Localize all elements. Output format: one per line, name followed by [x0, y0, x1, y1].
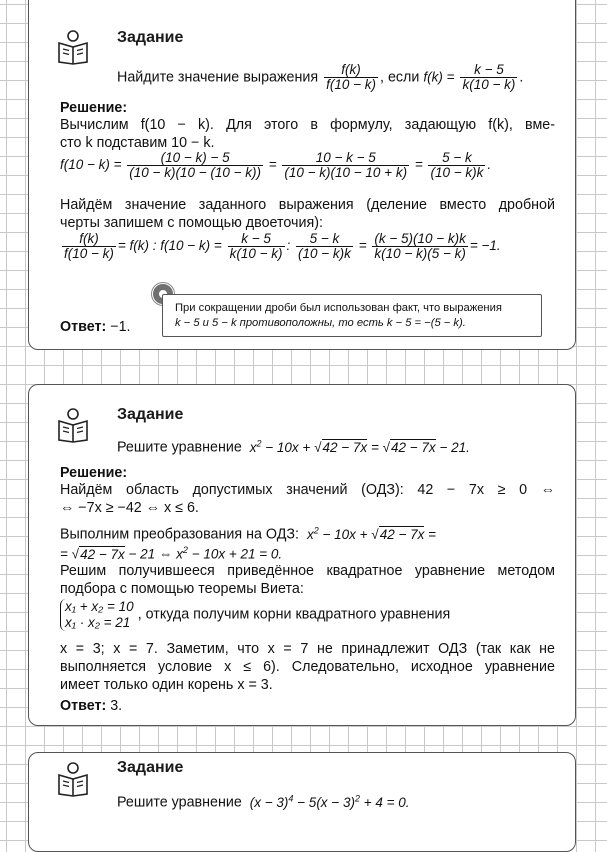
eq-fraction	[282, 151, 409, 180]
fraction-numerator: k − 5	[228, 232, 285, 247]
prompt-fk: f(k) =	[423, 69, 455, 85]
eq-lhs: f(10 − k) =	[60, 157, 122, 173]
solution-line-3	[60, 522, 555, 544]
solution-line-4: Найдём значение заданного выражения (деление вместо дробной	[60, 197, 555, 213]
term: − 5(x − 3)	[297, 794, 355, 810]
note-line-2: k − 5 и 5 − k противоположны, то есть k − 5 = −(5 − k).	[175, 317, 466, 329]
answer-value: −1.	[110, 319, 131, 335]
sqrt-radicand: 42 − 7x	[322, 439, 368, 455]
solution-line-5: Решим получившееся приведённое квадратное уравнение методом	[60, 563, 555, 579]
text: Выполним преобразования на ОДЗ:	[60, 526, 299, 543]
reader-with-book-icon	[55, 761, 91, 797]
task-card-2	[28, 384, 576, 726]
task-title: Задание	[117, 406, 184, 423]
equation-1: f(10 − k) = $\frac{(10 - k) - 5}{(10 - k)(10 - (10 - k))}$ = $\frac{10 - k - 5}{(10 - k)(10 - 10 + k)}$ = $\frac{5 - k}{(10 - k)k}$ .	[60, 150, 492, 180]
equals: =	[428, 526, 437, 542]
answer	[60, 319, 555, 336]
text: , откуда получим корни квадратного уравнения	[137, 606, 451, 623]
solution-line-8: x = 3; x = 7. Заметим, что x = 7 не принадлежит ОДЗ (так как не	[60, 641, 555, 657]
solution-line-1: Найдём область допустимых значений (ОДЗ): 42 − 7x ≥ 0 ⇔	[60, 482, 555, 498]
term: + 4 = 0.	[363, 794, 410, 810]
exponent: 2	[313, 525, 319, 535]
vieta-system-line	[60, 599, 555, 635]
eq-fraction	[372, 232, 468, 261]
solution-line-4: = √42 − 7x − 21 ⇔ $x^2 - 10x + 21 = 0$.	[60, 545, 283, 562]
fraction-denominator: f(10 − k)	[64, 246, 114, 261]
answer-label: Ответ:	[60, 319, 107, 335]
exponent: 2	[354, 793, 360, 803]
exponent: 4	[288, 793, 294, 803]
task-title: Задание	[117, 29, 184, 46]
math-expression: $x^2 - 10x + √42 - 7x$ =	[306, 525, 437, 542]
task-prompt: Найдите значение выражения $\frac{f(k)}{f(10 - k)}$ , если f(k) = $\frac{k - 5}{k(10 - k)}$ .	[117, 62, 524, 92]
eq-fraction	[228, 232, 285, 261]
prompt-text: Решите уравнение	[117, 794, 242, 811]
eq-fraction	[428, 151, 485, 180]
task-prompt	[117, 435, 555, 457]
eq-result: = −1.	[469, 238, 501, 254]
prompt-text: Решите уравнение	[117, 439, 242, 456]
prompt-equation	[250, 795, 410, 810]
exponent: 2	[256, 438, 262, 448]
term: − 21 ⇔ x	[128, 546, 183, 562]
solution-label: Решение:	[60, 100, 128, 116]
term: − 10x + 21 = 0.	[191, 546, 283, 562]
eq-fraction	[127, 151, 263, 180]
fraction-denominator: (10 − k)k	[430, 165, 484, 180]
solution-line-9: выполняется условие x ≤ 6). Следовательно, исходное уравнение	[60, 659, 555, 675]
sqrt-radicand: 42 − 7x	[391, 439, 436, 455]
eq-fraction	[62, 232, 116, 261]
solution-line-2: сто k подставим 10 − k.	[60, 135, 215, 151]
solution-line-5: черты запишем с помощью двоеточия):	[60, 215, 323, 231]
fraction-numerator: (k − 5)(10 − k)k	[374, 231, 466, 246]
task-prompt	[117, 790, 555, 812]
solution-line-10: имеет только один корень x = 3.	[60, 677, 273, 693]
solution-line-6: подбора с помощью теоремы Виета:	[60, 581, 304, 597]
fraction-numerator: 5 − k	[296, 232, 353, 247]
term: (x − 3)	[249, 794, 289, 810]
fraction-denominator: k(10 − k)(5 − k)	[374, 246, 466, 261]
term: − 10x +	[265, 439, 311, 455]
equation-2: $\frac{f(k)}{f(10 - k)}$ = f(k) : f(10 − k) = $\frac{k - 5}{k(10 - k)}$ : $\frac{5 - k}{(10 - k)k}$ = $\frac{(k - 5)(10 - k)k}{k(10 - k)(5 - k)}$ = −1.	[64, 231, 501, 261]
prompt-fk-fraction	[460, 63, 517, 92]
fraction-denominator: (10 − k)(10 − 10 + k)	[284, 165, 408, 180]
system-eq-1: x₁ + x₂ = 10	[65, 599, 134, 614]
answer	[60, 698, 555, 715]
answer-value: 3.	[110, 698, 123, 714]
sqrt-radicand: 42 − 7x	[379, 526, 425, 542]
fraction-numerator: k − 5	[460, 63, 517, 78]
eq-middle: = f(k) : f(10 − k) =	[117, 238, 222, 254]
solution-label: Решение:	[60, 465, 128, 481]
solution-line-2: ⇔ −7x ≥ −42 ⇔ x ≤ 6.	[60, 500, 199, 516]
fraction-numerator: f(k)	[62, 232, 116, 247]
task-title: Задание	[117, 759, 184, 776]
prompt-fraction	[324, 63, 378, 92]
prompt-connector: , если	[380, 69, 420, 86]
term: − 10x +	[322, 526, 368, 542]
equals: =	[370, 439, 379, 455]
fraction-denominator: (10 − k)(10 − (10 − k))	[129, 165, 261, 180]
task-card-3	[28, 752, 576, 852]
task-card-1	[28, 0, 576, 350]
fraction-denominator: f(10 − k)	[326, 77, 376, 92]
fraction-numerator: f(k)	[324, 63, 378, 78]
answer-label: Ответ:	[60, 698, 107, 714]
note-line-1: При сокращении дроби был использован факт, что выражения	[175, 302, 502, 314]
prompt-equation: $x^2 - 10x + √42 - 7x = √42 - 7x - 21$.	[249, 438, 470, 455]
equation-system	[60, 599, 134, 631]
eq-colon: :	[286, 238, 291, 254]
fraction-denominator: k(10 − k)	[462, 77, 516, 92]
equals: =	[60, 546, 68, 562]
var-x: x	[249, 439, 257, 455]
sqrt-radicand: 42 − 7x	[80, 546, 125, 562]
eq-fraction	[296, 232, 353, 261]
system-eq-2: x₁ · x₂ = 21	[65, 615, 131, 630]
reader-with-book-icon	[55, 29, 91, 65]
fraction-denominator: k(10 − k)	[229, 246, 283, 261]
fraction-numerator: (10 − k) − 5	[127, 151, 263, 166]
term: − 21.	[439, 439, 470, 455]
exponent: 2	[182, 545, 188, 555]
var-x: x	[306, 526, 314, 542]
fraction-numerator: 10 − k − 5	[282, 151, 409, 166]
fraction-numerator: 5 − k	[428, 151, 485, 166]
reader-with-book-icon	[55, 407, 91, 443]
fraction-denominator: (10 − k)k	[298, 246, 351, 261]
prompt-text: Найдите значение выражения	[117, 69, 319, 86]
solution-line-1: Вычислим f(10 − k). Для этого в формулу, задающую f(k), вме-	[60, 117, 555, 133]
